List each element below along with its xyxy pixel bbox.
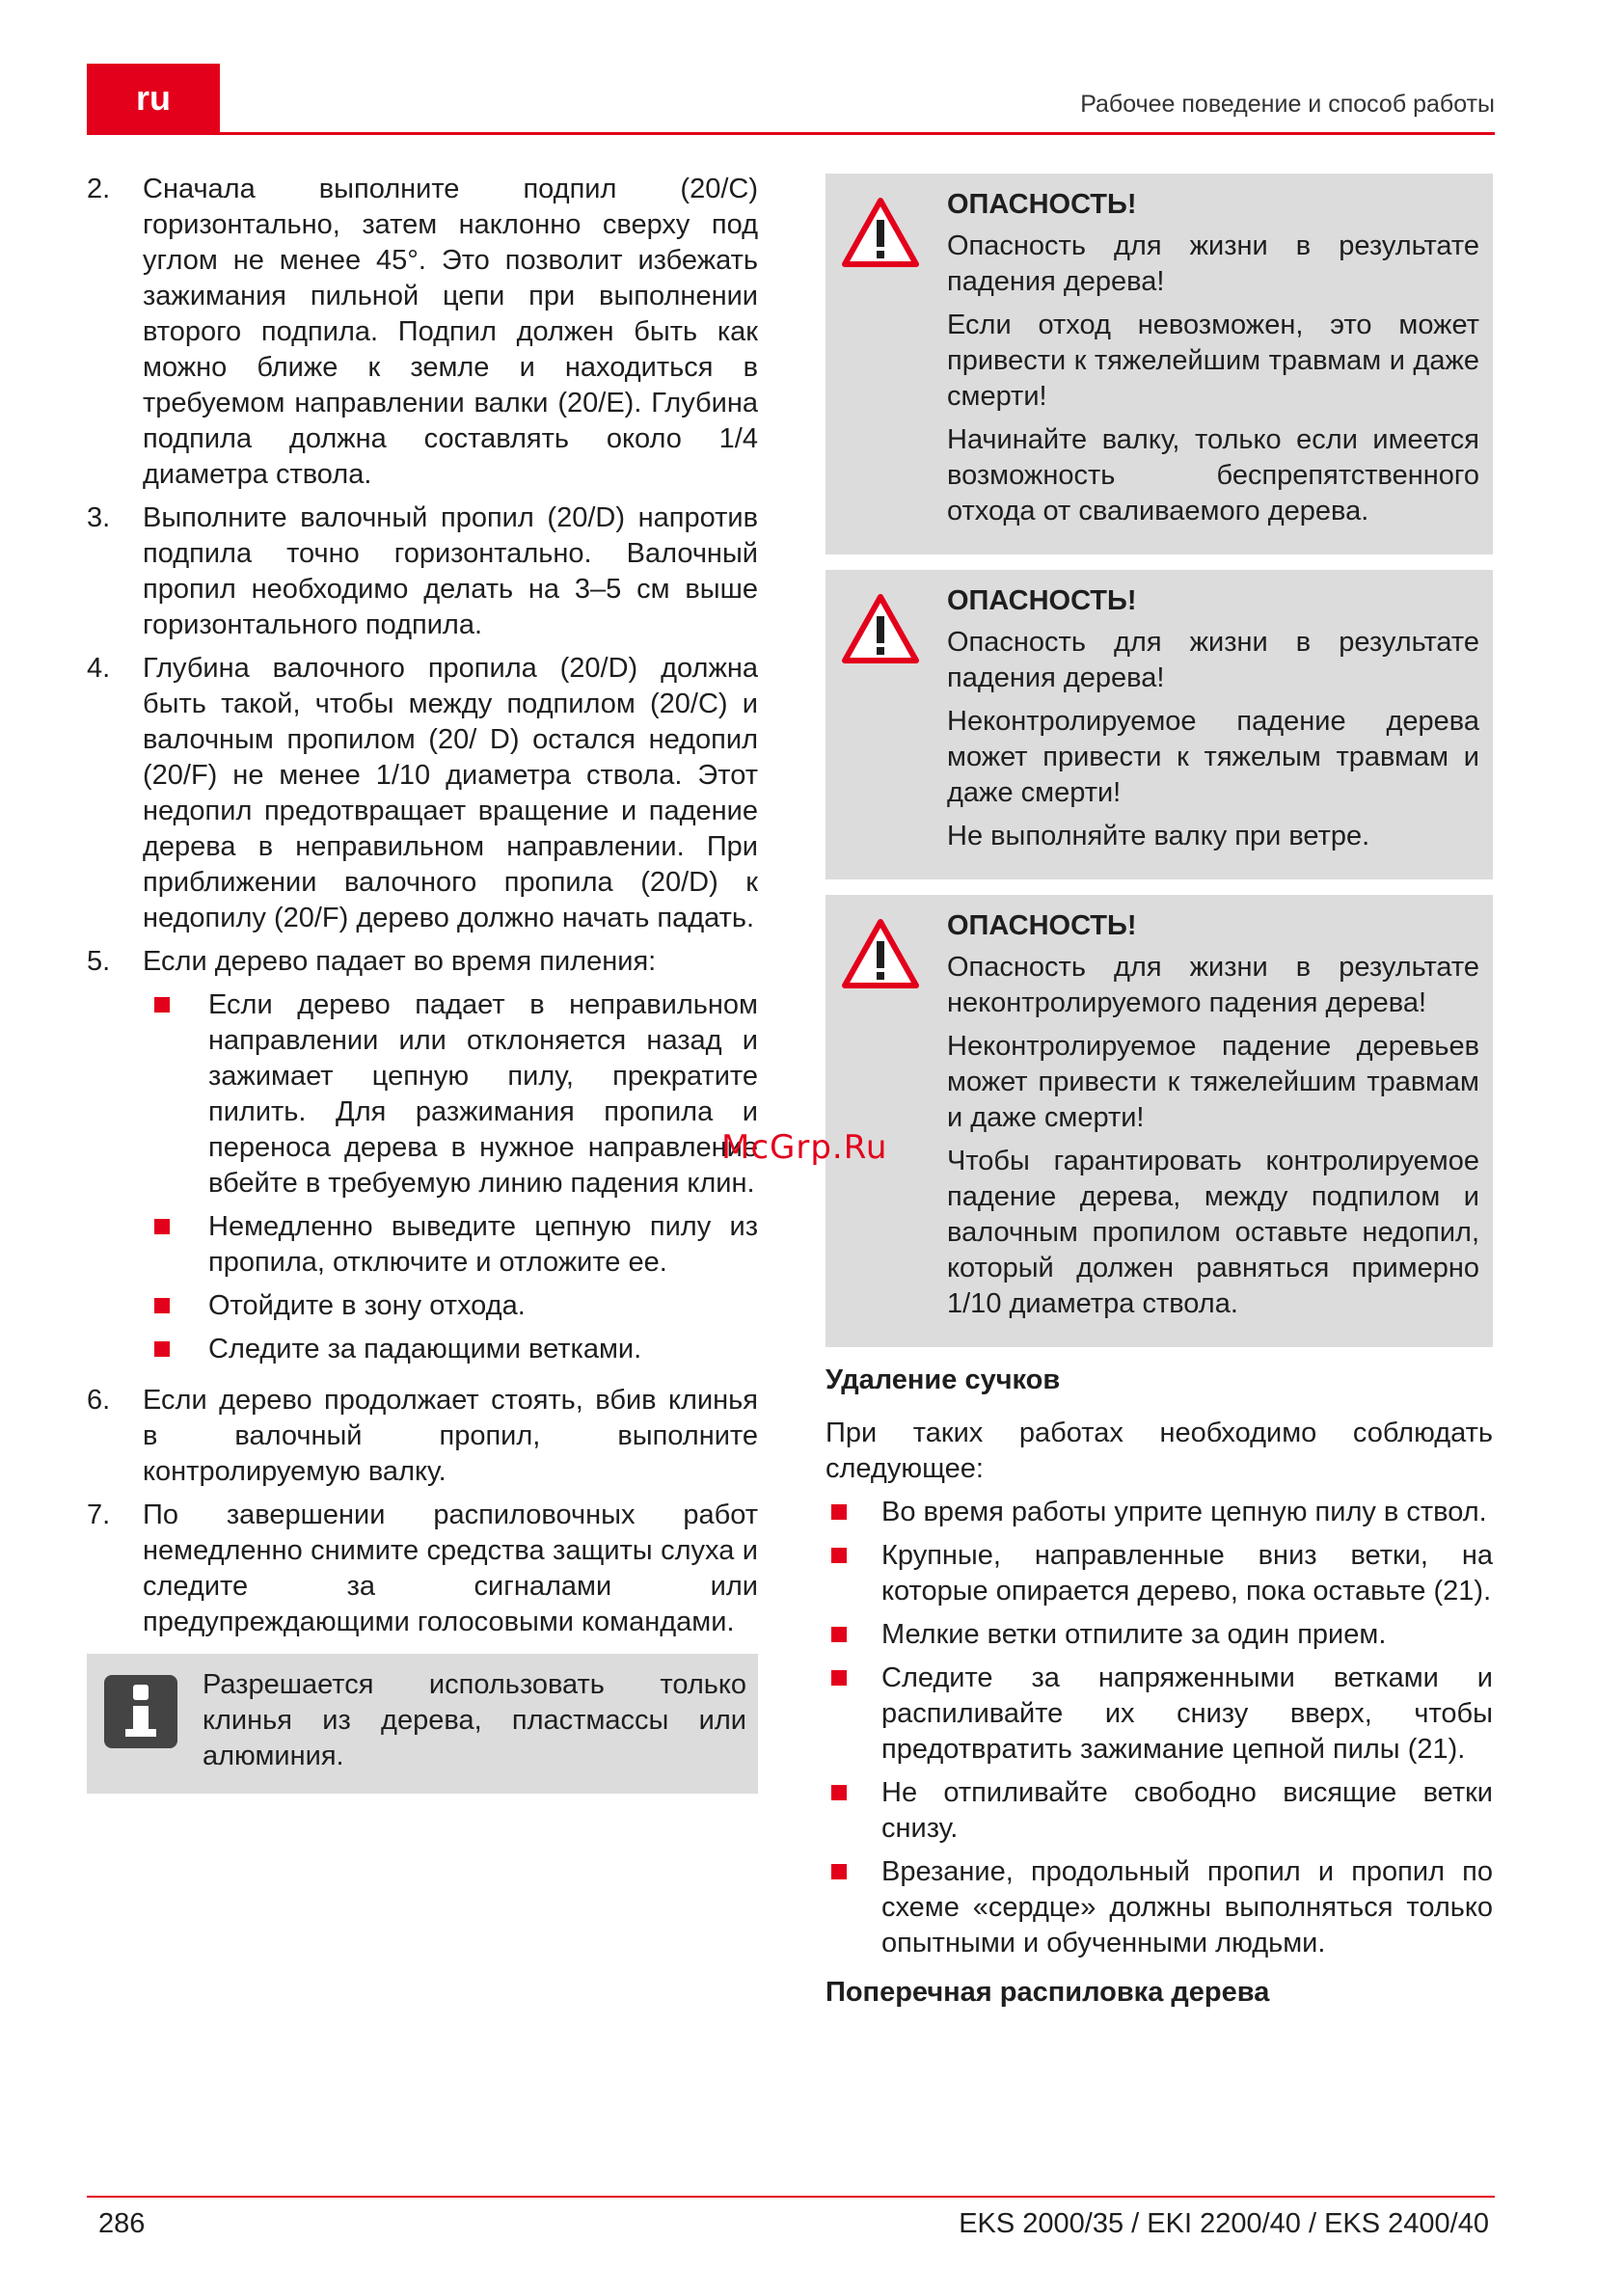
bullet-square-icon [154,997,170,1013]
danger-text: Начинайте валку, только если имеется возможность беспрепятственного отхода от сваливаемого дерева. [947,424,1479,527]
list-item [826,1854,1493,1961]
danger-title: ОПАСНОСТЬ! [947,585,1137,616]
list-item [826,1617,1493,1653]
list-item-text: Мелкие ветки отпилите за один прием. [881,1619,1387,1650]
model-names: EKS 2000/35 / EKI 2200/40 / EKS 2400/40 [959,2208,1489,2239]
danger-text: Опасность для жизни в результате падения дерева! [947,230,1479,297]
danger-body [947,187,1479,537]
list-item-text: Отойдите в зону отхода. [208,1290,526,1321]
list-item-text: Во время работы уприте цепную пилу в ствол. [881,1497,1487,1527]
danger-body [947,583,1479,862]
danger-title: ОПАСНОСТЬ! [947,189,1137,220]
danger-text: Опасность для жизни в результате неконтролируемого падения дерева! [947,952,1479,1018]
warning-triangle-icon [841,918,920,989]
right-column [826,174,1493,2028]
danger-text: Не выполняйте валку при ветре. [947,821,1370,851]
list-item [87,1209,758,1281]
step-number: 2. [87,174,111,204]
list-item-text: Следите за падающими ветками. [208,1334,642,1364]
step-number: 3. [87,502,111,533]
step-text: Если дерево продолжает стоять, вбив клинья в валочный пропил, выполните контролируемую валку. [143,1385,758,1487]
danger-box [826,570,1493,879]
footer-rule [87,2196,1495,2198]
list-item [87,1332,758,1367]
step-number: 7. [87,1499,111,1530]
left-column [87,172,758,1794]
bullet-square-icon [154,1219,170,1234]
step-number: 6. [87,1385,111,1416]
danger-body [947,908,1479,1330]
danger-text: Опасность для жизни в результате падения дерева! [947,627,1479,693]
step-text: Если дерево падает во время пиления: [143,946,657,977]
danger-box [826,174,1493,554]
watermark: McGrp.Ru [721,1128,888,1167]
list-item [826,1775,1493,1847]
warning-triangle-icon [841,593,920,664]
list-item [87,1288,758,1324]
delimbing-heading: Удаление сучков [826,1364,1061,1395]
delimbing-intro: При таких работах необходимо соблюдать следующее: [826,1418,1493,1484]
step-2 [87,172,758,493]
list-item-text: Следите за напряженными ветками и распиливайте их снизу вверх, чтобы предотвратить зажимание цепной пилы (21). [881,1662,1493,1765]
list-item-text: Если дерево падает в неправильном направлении или отклоняется назад и зажимает цепную пилу, прекратите пилить. Для разжимания пропила и переноса дерева в нужное направление вбейте в требуемую линию падения клин. [208,989,758,1199]
step-6 [87,1383,758,1490]
section-title: Рабочее поведение и способ работы [1080,91,1495,118]
list-item [826,1495,1493,1530]
bullet-square-icon [831,1548,847,1563]
step-5 [87,944,758,1375]
note-text: Разрешается использовать только клинья из дерева, пластмассы или алюминия. [203,1669,746,1771]
step-text: Глубина валочного пропила (20/D) должна быть такой, чтобы между подпилом (20/C) и валочным пропилом (20/ D) остался недопил (20/F) не менее 1/10 диаметра ствола. Этот недопил предотвращает вращение и падение дерева в неправильном направлении. При приближении валочного пропила (20/D) к недопилу (20/F) дерево должно начать падать. [143,653,758,933]
header-rule [87,132,1495,135]
step-number: 4. [87,653,111,684]
language-tab: ru [87,64,220,133]
step-number: 5. [87,946,111,977]
warning-triangle-icon [841,197,920,268]
bullet-square-icon [831,1670,847,1686]
list-item [826,1661,1493,1768]
bullet-square-icon [831,1785,847,1800]
step-text: По завершении распиловочных работ немедленно снимите средства защиты слуха и следите за сигналами или предупреждающими голосовыми командами. [143,1499,758,1637]
step5-bullet-list [143,987,758,1367]
bullet-square-icon [831,1864,847,1879]
bullet-square-icon [154,1298,170,1313]
page-number: 286 [98,2208,146,2239]
info-note [87,1654,758,1794]
step-text: Сначала выполните подпил (20/C) горизонтально, затем наклонно сверху под углом не менее 45°. Это позволит избежать зажимания пильной цепи при выполнении второго подпила. Подпил должен быть как можно ближе к земле и находиться в требуемом направлении валки (20/E). Глубина подпила должна составлять около 1/4 диаметра ствола. [143,174,758,490]
danger-box [826,895,1493,1347]
bullet-square-icon [831,1504,847,1520]
step-3 [87,500,758,643]
list-item-text: Врезание, продольный пропил и пропил по схеме «сердце» должны выполняться только опытными и обученными людьми. [881,1856,1493,1958]
delimbing-bullet-list [826,1495,1493,1961]
danger-text: Неконтролируемое падение дерева может привести к тяжелым травмам и даже смерти! [947,706,1479,808]
list-item [826,1538,1493,1609]
crosscut-heading: Поперечная распиловка дерева [826,1977,1270,2008]
step-text: Выполните валочный пропил (20/D) напротив подпила точно горизонтально. Валочный пропил необходимо делать на 3–5 см выше горизонтального подпила. [143,502,758,640]
step-4 [87,651,758,936]
step-7 [87,1498,758,1640]
step-body [143,944,758,1375]
info-icon [104,1675,177,1748]
list-item-text: Немедленно выведите цепную пилу из пропила, отключите и отложите ее. [208,1211,758,1278]
danger-text: Чтобы гарантировать контролируемое падение дерева, между подпилом и валочным пропилом оставьте недопил, который должен равняться примерно 1/10 диаметра ствола. [947,1146,1479,1319]
bullet-square-icon [831,1627,847,1642]
danger-text: Если отход невозможен, это может привести к тяжелейшим травмам и даже смерти! [947,310,1479,412]
danger-title: ОПАСНОСТЬ! [947,910,1137,941]
bullet-square-icon [154,1341,170,1357]
list-item-text: Крупные, направленные вниз ветки, на которые опирается дерево, пока оставьте (21). [881,1540,1493,1607]
list-item-text: Не отпиливайте свободно висящие ветки снизу. [881,1777,1493,1844]
list-item [87,987,758,1202]
danger-text: Неконтролируемое падение деревьев может привести к тяжелейшим травмам и даже смерти! [947,1031,1479,1133]
